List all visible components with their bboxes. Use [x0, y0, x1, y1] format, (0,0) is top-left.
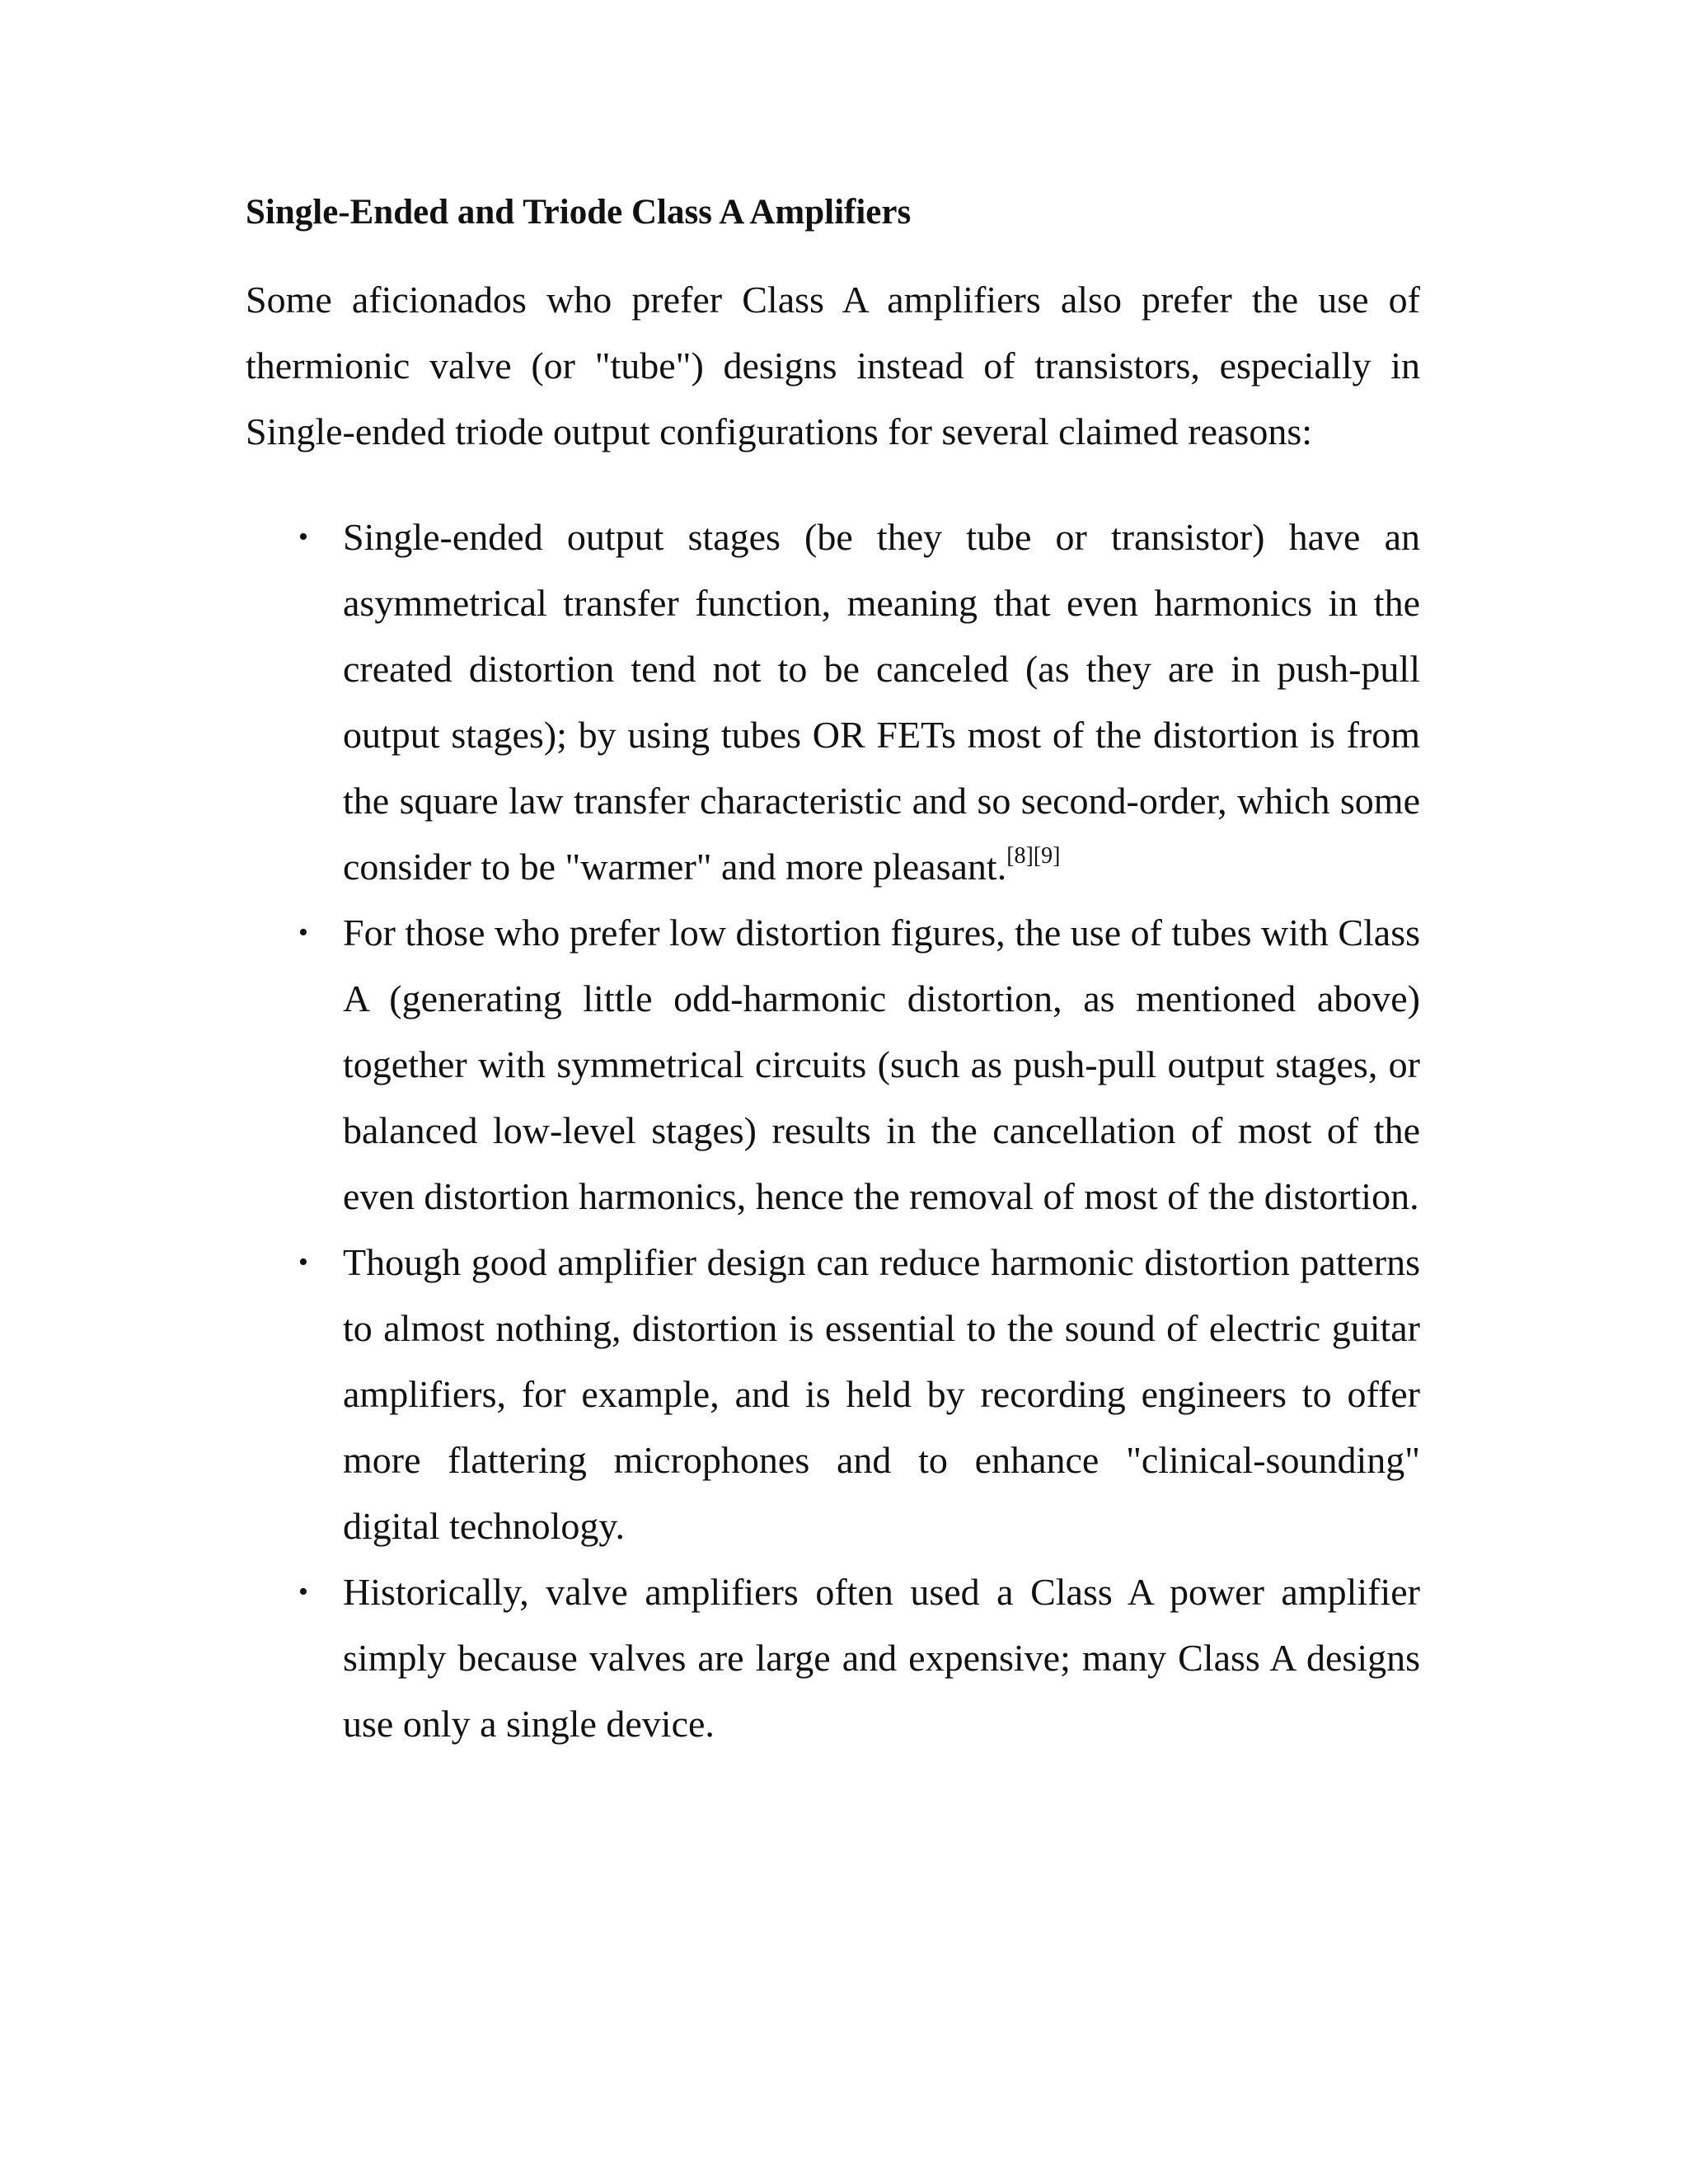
bullet-icon: •: [298, 1577, 308, 1607]
list-item-text: Though good amplifier design can reduce harmonic distortion patterns to almost nothing, distortion is essential to the sound of electric guitar amplifiers, for example, and is held by recording engineers to offer more flattering microphones and to enhance "clinical-sounding" digital technology.: [343, 1241, 1420, 1547]
citation-link[interactable]: [8][9]: [1006, 843, 1061, 869]
bullet-icon: •: [298, 522, 308, 552]
intro-paragraph: Some aficionados who prefer Class A amplifiers also prefer the use of thermionic valve (or "tube") designs instead of transistors, especially in Single-ended triode output configurations for several claimed reasons:: [246, 279, 1420, 452]
list-item: [246, 504, 1420, 900]
list-item: [246, 900, 1420, 1230]
list-item: [246, 1230, 1420, 1559]
list-item-text: Single-ended output stages (be they tube or transistor) have an asymmetrical transfer function, meaning that even harmonics in the created distortion tend not to be canceled (as they are in push-pull output stages); by using tubes OR FETs most of the distortion is from the square law transfer characteristic and so second-order, which some consider to be "warmer" and more pleasant.: [343, 516, 1420, 888]
list-item: [246, 1559, 1420, 1757]
list-item-text: For those who prefer low distortion figures, the use of tubes with Class A (generating little odd-harmonic distortion, as mentioned above) together with symmetrical circuits (such as push-pull output stages, or balanced low-level stages) results in the cancellation of most of the even distortion harmonics, hence the removal of most of the distortion.: [343, 912, 1420, 1217]
section-heading: Single-Ended and Triode Class A Amplifiers: [246, 193, 912, 232]
reasons-list: [246, 504, 1420, 1757]
bullet-icon: •: [298, 1247, 308, 1277]
document-page: [246, 190, 1420, 1757]
bullet-icon: •: [298, 917, 308, 948]
list-item-text: Historically, valve amplifiers often used a Class A power amplifier simply because valves are large and expensive; many Class A designs use only a single device.: [343, 1571, 1420, 1745]
